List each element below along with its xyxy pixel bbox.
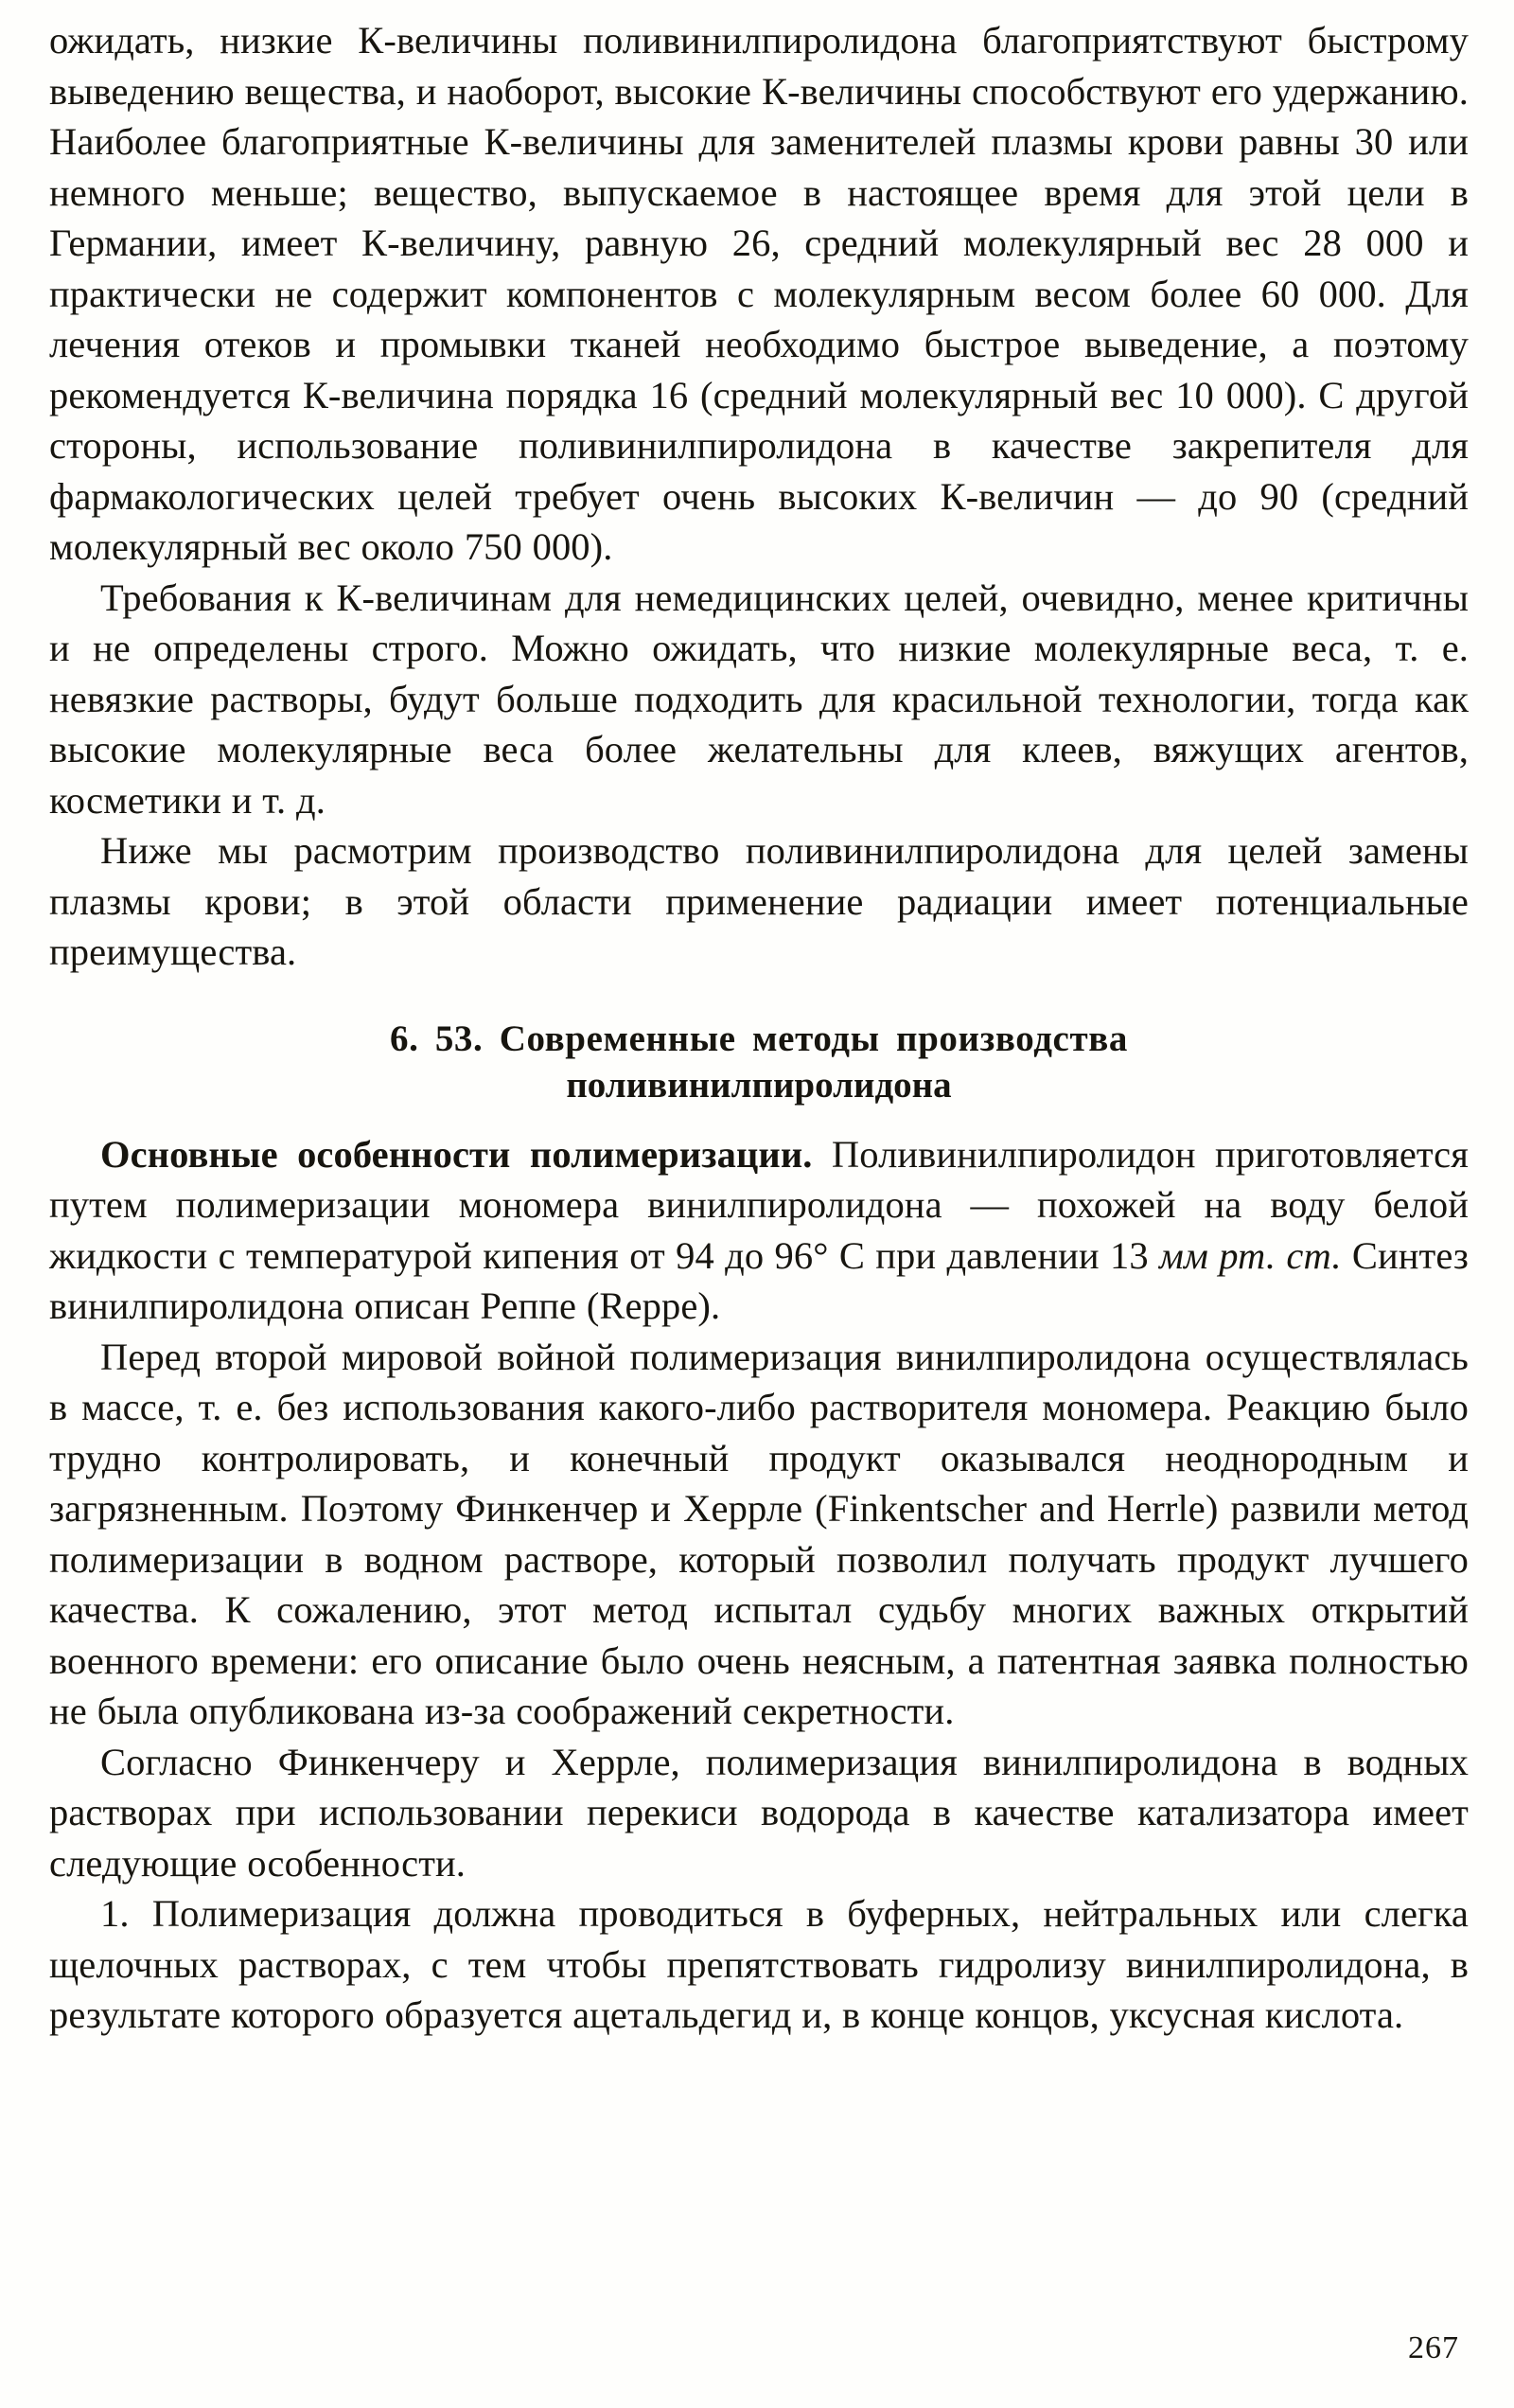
paragraph-below-review: Ниже мы расмотрим производство поливинилпиролидона для целей замены плазмы крови; в этой области применение радиации имеет потенциальные преимущества. (49, 829, 1469, 973)
lead-paragraph-tail: Синтез винилпиролидона описан Реппе (Reppe). (49, 1233, 1470, 1327)
section-heading-line-2: поливинилпиролидона (566, 1064, 952, 1106)
paragraph-polymerization-basics (49, 1129, 1469, 1332)
lead-in-run-in-title: Основные особенности полимеризации. (100, 1132, 813, 1176)
paragraph-according-to-finkentscher: Согласно Финкенчеру и Херрле, полимеризация винилпиролидона в водных растворах при использовании перекиси водорода в качестве катализатора имеет следующие особенности. (49, 1740, 1469, 1885)
paragraph-requirements: Требования к К-величинам для немедицинских целей, очевидно, менее критичны и не определены строго. Можно ожидать, что низкие молекулярные веса, т. е. невязкие растворы, будут больше подходить для красильной технологии, тогда как высокие молекулярные веса более желательны для клеев, вяжущих агентов, косметики и т. д. (49, 575, 1469, 822)
page-number: 267 (1408, 2330, 1459, 2365)
section-heading-line-1: 6. 53. Современные методы производства (390, 1018, 1128, 1059)
paragraph-prewar-history: Перед второй мировой войной полимеризация винилпиролидона осуществлялась в массе, т. е. без использования какого-либо растворителя мономера. Реакцию было трудно контролировать, и конечный продукт оказывался неоднородным и загрязненным. Поэтому Финкенчер и Херрле (Finkentscher and Herrle) развили метод полимеризации в водном растворе, который позволил получать продукт лучшего качества. К сожалению, этот метод испытал судьбу многих важных открытий военного времени: его описание было очень неясным, а патентная заявка полностью не была опубликована из-за соображений секретности. (49, 1335, 1469, 1732)
paragraph-item-1: 1. Полимеризация должна проводиться в буферных, нейтральных или слегка щелочных растворах, с тем чтобы препятствовать гидролизу винилпиролидона, в результате которого образуется ацетальдегид и, в конце концов, уксусная кислота. (49, 1892, 1469, 2036)
lead-paragraph-italic-units: мм рт. ст. (1159, 1233, 1342, 1277)
paragraph-intro-continued: ожидать, низкие К-величины поливинилпиролидона благоприятствуют быстрому выведению вещества, и наоборот, высокие К-величины способствуют его удержанию. Наиболее благоприятные К-величины для заменителей плазмы крови равны 30 или немного меньше; вещество, выпускаемое в настоящее время для этой цели в Германии, имеет К-величину, равную 26, средний молекулярный вес 28 000 и практически не содержит компонентов с молекулярным весом более 60 000. Для лечения отеков и промывки тканей необходимо быстрое выведение, а поэтому рекомендуется К-величина порядка 16 (средний молекулярный вес 10 000). С другой стороны, использование поливинилпиролидона в качестве закрепителя для фармакологических целей требует очень высоких К-величин — до 90 (средний молекулярный вес около 750 000). (49, 19, 1469, 568)
lead-paragraph-rest: Поливинилпиролидон приготовляется путем полимеризации мономера винилпиролидона — похожей на воду белой жидкости с температурой кипения от 94 до 96° С при давлении 13 (49, 1132, 1469, 1277)
section-heading (49, 1016, 1469, 1108)
page-content (49, 15, 1469, 2041)
